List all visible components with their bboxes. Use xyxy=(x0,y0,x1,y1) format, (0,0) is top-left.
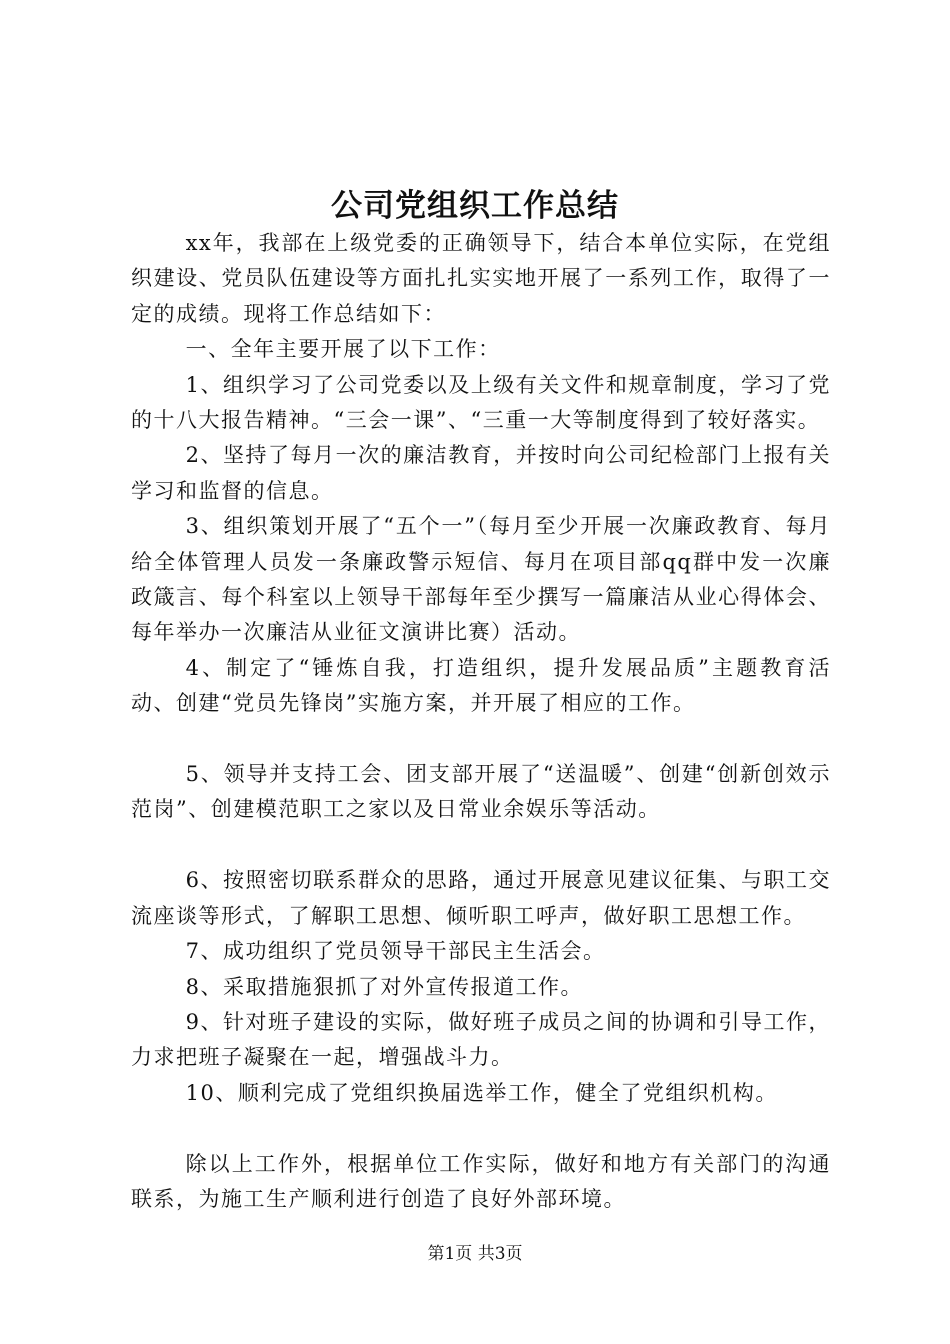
item-paragraph-8: 8、采取措施狠抓了对外宣传报道工作。 xyxy=(185,974,583,999)
item-paragraph-9: 9、针对班子建设的实际，做好班子成员之间的协调和引导工作，力求把班子凝聚在一起，增强战斗力。 xyxy=(131,1009,831,1070)
document-title: 公司党组织工作总结 xyxy=(331,188,619,224)
section-heading: 一、全年主要开展了以下工作： xyxy=(185,337,501,362)
item-paragraph-1: 1、组织学习了公司党委以及上级有关文件和规章制度，学习了党的十八大报告精神。“三会一课”、“三重一大等制度得到了较好落实。 xyxy=(131,372,831,433)
item-paragraph-2: 2、坚持了每月一次的廉洁教育，并按时向公司纪检部门上报有关学习和监督的信息。 xyxy=(131,443,831,503)
item-paragraph-7: 7、成功组织了党员领导干部民主生活会。 xyxy=(185,939,606,964)
item-paragraph-5: 5、领导并支持工会、团支部开展了“送温暖”、创建“创新创效示范岗”、创建模范职工之家以及日常业余娱乐等活动。 xyxy=(131,762,831,822)
item-paragraph-3: 3、组织策划开展了“五个一”（每月至少开展一次廉政教育、每月给全体管理人员发一条廉政警示短信、每月在项目部qq群中发一次廉政箴言、每个科室以上领导干部每年至少撰写一篇廉洁从业心得体会、每年举办一次廉洁从业征文演讲比赛）活动。 xyxy=(131,514,831,645)
item-paragraph-6: 6、按照密切联系群众的思路，通过开展意见建议征集、与职工交流座谈等形式，了解职工思想、倾听职工呼声，做好职工思想工作。 xyxy=(131,868,831,928)
item-paragraph-10: 10、顺利完成了党组织换届选举工作，健全了党组织机构。 xyxy=(185,1080,778,1105)
page-footer: 第1页 共3页 xyxy=(427,1244,523,1264)
intro-paragraph: xx年，我部在上级党委的正确领导下，结合本单位实际，在党组织建设、党员队伍建设等方面扎扎实实地开展了一系列工作，取得了一定的成绩。现将工作总结如下： xyxy=(131,231,831,326)
closing-paragraph: 除以上工作外，根据单位工作实际，做好和地方有关部门的沟通联系，为施工生产顺利进行创造了良好外部环境。 xyxy=(131,1151,831,1211)
document-body xyxy=(131,226,831,1217)
item-paragraph-4: 4、制定了“锤炼自我，打造组织，提升发展品质”主题教育活动、创建“党员先锋岗”实施方案，并开展了相应的工作。 xyxy=(131,655,831,716)
